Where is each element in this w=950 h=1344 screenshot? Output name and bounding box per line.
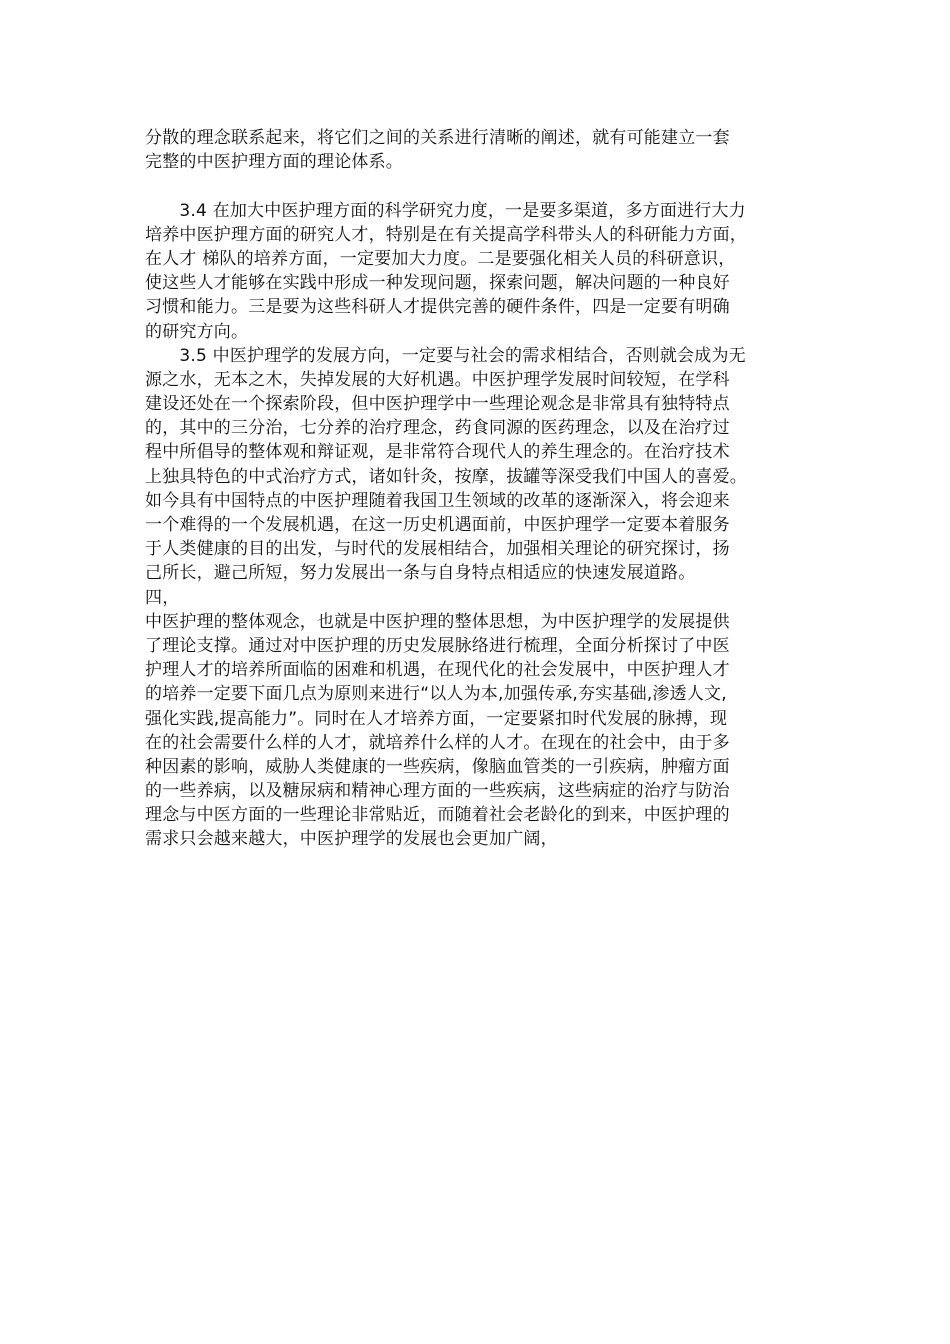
paragraph-section-3-4 xyxy=(145,199,810,344)
text-line: 的，其中的三分治，七分养的治疗理念，药食同源的医药理念，以及在治疗过 xyxy=(145,418,730,439)
text-line: 习惯和能力。三是要为这些科研人才提供完善的硬件条件，四是一定要有明确 xyxy=(145,297,730,318)
text-line: 上独具特色的中式治疗方式，诸如针灸，按摩，拔罐等深受我们中国人的喜爱。 xyxy=(145,466,747,487)
heading-line: 四， xyxy=(145,587,180,608)
text-line: 完整的中医护理方面的理论体系。 xyxy=(145,152,403,173)
text-line: 源之水，无本之木，失掉发展的大好机遇。中医护理学发展时间较短，在学科 xyxy=(145,369,730,390)
text-line: 建设还处在一个探索阶段，但中医护理学中一些理论观念是非常具有独特特点 xyxy=(145,394,730,415)
text-line: 需求只会越来越大，中医护理学的发展也会更加广阔， xyxy=(145,829,558,850)
text-line: 强化实践,提高能力”。同时在人才培养方面，一定要紧扣时代发展的脉搏，现 xyxy=(145,708,728,729)
text-line: 培养中医护理方面的研究人才，特别是在有关提高学科带头人的科研能力方面， xyxy=(145,224,747,245)
text-line: 的培养一定要下面几点为原则来进行“以人为本,加强传承,夯实基础,渗透人文, xyxy=(145,684,727,705)
blank-line xyxy=(145,174,810,198)
paragraph-section-4-body xyxy=(145,610,810,852)
text-line: 己所长，避己所短，努力发展出一条与自身特点相适应的快速发展道路。 xyxy=(145,563,696,584)
document-body xyxy=(145,126,810,852)
text-line: 在的社会需要什么样的人才，就培养什么样的人才。在现在的社会中，由于多 xyxy=(145,732,730,753)
text-line: 的一些养病，以及糖尿病和精神心理方面的一些疾病，这些病症的治疗与防治 xyxy=(145,781,730,802)
section-4-heading xyxy=(145,586,810,610)
text-line: 程中所倡导的整体观和辩证观，是非常符合现代人的养生理念的。在治疗技术 xyxy=(145,442,730,463)
paragraph-intro-continuation xyxy=(145,126,810,174)
text-line: 种因素的影响，威胁人类健康的一些疾病，像脑血管类的一引疾病，肿瘤方面 xyxy=(145,756,730,777)
text-line: 如今具有中国特点的中医护理随着我国卫生领域的改革的逐渐深入，将会迎来 xyxy=(145,490,730,511)
text-line: 分散的理念联系起来，将它们之间的关系进行清晰的阐述，就有可能建立一套 xyxy=(145,128,730,148)
text-line: 中医护理的整体观念，也就是中医护理的整体思想，为中医护理学的发展提供 xyxy=(145,611,730,632)
paragraph-section-3-5 xyxy=(145,344,810,586)
text-line: 3.5 中医护理学的发展方向，一定要与社会的需求相结合，否则就会成为无 xyxy=(145,345,746,366)
text-line: 在人才 梯队的培养方面，一定要加大力度。二是要强化相关人员的科研意识， xyxy=(145,248,736,269)
text-line: 3.4 在加大中医护理方面的科学研究力度，一是要多渠道，多方面进行大力 xyxy=(145,200,746,221)
text-line: 使这些人才能够在实践中形成一种发现问题，探索问题，解决问题的一种良好 xyxy=(145,273,730,294)
text-line: 的研究方向。 xyxy=(145,321,249,342)
text-line: 一个难得的一个发展机遇，在这一历史机遇面前，中医护理学一定要本着服务 xyxy=(145,515,730,535)
text-line: 于人类健康的目的出发，与时代的发展相结合，加强相关理论的研究探讨，扬 xyxy=(145,539,730,560)
text-line: 了理论支撑。通过对中医护理的历史发展脉络进行梳理，全面分析探讨了中医 xyxy=(145,635,730,656)
text-line: 护理人才的培养所面临的困难和机遇，在现代化的社会发展中，中医护理人才 xyxy=(145,660,730,681)
text-line: 理念与中医方面的一些理论非常贴近，而随着社会老龄化的到来，中医护理的 xyxy=(145,805,730,826)
